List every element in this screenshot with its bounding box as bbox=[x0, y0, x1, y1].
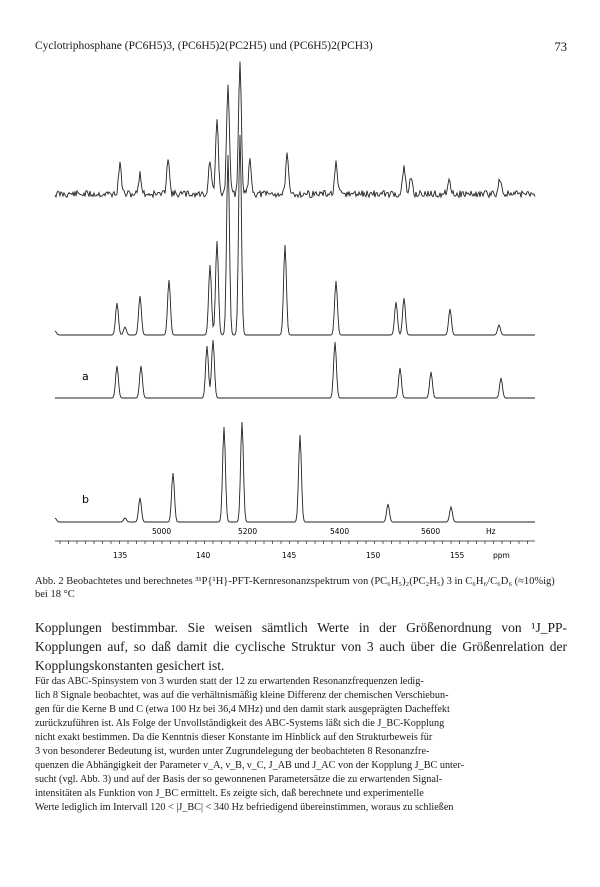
lead-paragraph: Kopplungen bestimmbar. Sie weisen sämtlich Werte in der Größenordnung von ¹J_PP-Kopplungen auf, so daß damit die cyclische Struktur von 3 auch über die Größenrelation der Kopplungskonstanten gesichert ist. bbox=[35, 620, 567, 673]
body-line: quenzen die Abhängigkeit der Parameter ν_A, ν_B, ν_C, J_AB und J_AC von der Kopplung J_BC unter- bbox=[35, 760, 464, 771]
body-line: 3 von besonderer Bedeutung ist, wurden unter Zugrundelegung der beobachteten 8 Resonanzfre- bbox=[35, 746, 430, 757]
body-line: Werte lediglich im Intervall 120 < |J_BC| < 340 Hz befriedigend übereinstimmen, woraus zu schließen bbox=[35, 802, 454, 813]
body-line: sucht (vgl. Abb. 3) und auf der Basis der so gewonnenen Parametersätze die zu erwartenden Signal- bbox=[35, 774, 443, 785]
body-line: intensitäten als Funktion von J_BC ermittelt. Es zeigte sich, daß berechnete und experimentelle bbox=[35, 788, 424, 799]
figure-caption bbox=[35, 575, 567, 601]
spectrum-b bbox=[55, 422, 535, 522]
ppm-tick-150: 150 bbox=[366, 551, 381, 560]
trace-b-label: b bbox=[82, 493, 89, 506]
nmr-spectrum-figure bbox=[40, 60, 540, 572]
ppm-tick-155: 155 bbox=[450, 551, 465, 560]
spectrum-a bbox=[55, 340, 535, 398]
hz-tick-5200: 5200 bbox=[238, 527, 258, 536]
ppm-unit: ppm bbox=[493, 551, 510, 560]
calculated-trace bbox=[55, 135, 535, 335]
ppm-tick-135: 135 bbox=[113, 551, 128, 560]
trace-a-label: a bbox=[82, 370, 89, 383]
axis-minor-ticks bbox=[60, 541, 528, 544]
page-header bbox=[35, 40, 567, 60]
hz-tick-5600: 5600 bbox=[421, 527, 441, 536]
body-line: nicht exakt bestimmen. Da die Kenntnis dieser Konstante im Hinblick auf den Strukturbeweis für bbox=[35, 732, 433, 743]
body-line: lich 8 Signale beobachtet, was auf die verhältnismäßig kleine Differenz der chemischen Verschiebun- bbox=[35, 690, 449, 701]
trace-b bbox=[55, 422, 535, 522]
ppm-tick-140: 140 bbox=[196, 551, 211, 560]
hz-unit: Hz bbox=[486, 527, 496, 536]
body-line: zurückzuführen ist. Als Folge der Unvollständigkeit des ABC-Systems läßt sich die J_BC-Kopplung bbox=[35, 718, 445, 729]
observed-trace bbox=[55, 62, 535, 198]
ppm-tick-145: 145 bbox=[282, 551, 297, 560]
observed-spectrum bbox=[55, 62, 535, 198]
caption-text: Beobachtetes und berechnetes ³¹P{¹H}-PFT-Kernresonanzspektrum von (PC₆H₅)₂(PC₂H₅) 3 in C₆H₆/C₆D₆ (≈10%ig) bei 18 °C bbox=[35, 576, 555, 600]
hz-tick-5000: 5000 bbox=[152, 527, 172, 536]
page-number: 73 bbox=[554, 40, 567, 54]
trace-a bbox=[55, 340, 535, 398]
body-paragraph bbox=[35, 675, 567, 815]
calculated-spectrum bbox=[55, 135, 535, 335]
running-title: Cyclotriphosphane (PC6H5)3, (PC6H5)2(PC2H5) und (PC6H5)2(PCH3) bbox=[35, 40, 373, 52]
hz-tick-5400: 5400 bbox=[330, 527, 350, 536]
figure-number: Abb. 2 bbox=[35, 576, 64, 587]
body-line: gen für die Kerne B und C (etwa 100 Hz bei 36,4 MHz) und den damit stark ausgeprägten Dacheffekt bbox=[35, 704, 450, 715]
body-line: Für das ABC-Spinsystem von 3 wurden statt der 12 zu erwartenden Resonanzfrequenzen ledig- bbox=[35, 676, 424, 687]
